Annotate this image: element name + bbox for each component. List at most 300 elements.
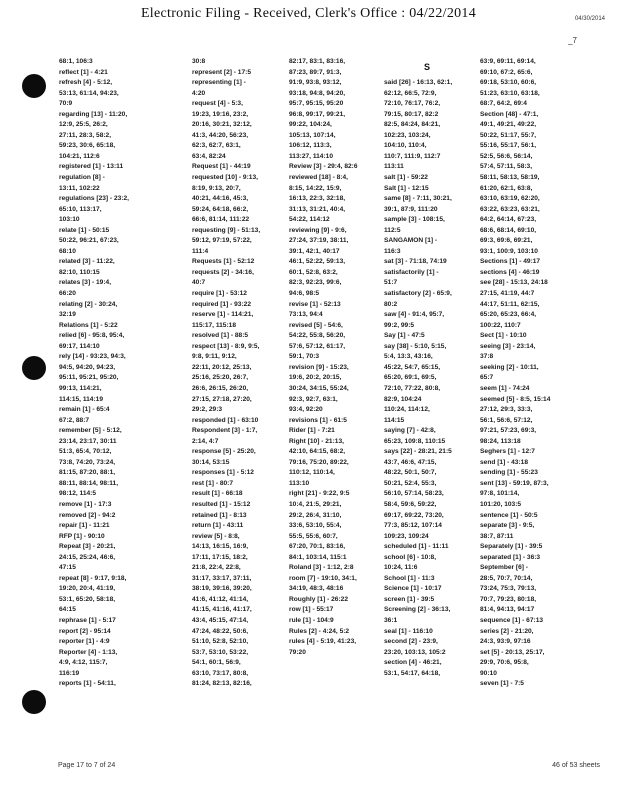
- index-entry: see [28] - 15:13, 24:18: [480, 279, 548, 287]
- index-entry: 27:11, 28:3, 58:2,: [59, 131, 112, 139]
- index-entry: 50:22, 51:17, 55:7,: [480, 131, 537, 139]
- index-entry: say [38] - 5:10, 5:15,: [384, 342, 447, 350]
- index-entry: 57:4, 57:11, 58:3,: [480, 163, 533, 171]
- index-entry: 114:15: [384, 416, 405, 424]
- index-entry: 20:16, 30:21, 32:12,: [192, 121, 252, 129]
- index-entry: 27:15, 41:19, 44:7: [480, 290, 535, 298]
- index-entry: 70:9: [59, 100, 73, 108]
- index-entry: 93:4, 92:20: [289, 406, 323, 414]
- index-entry: 53:1, 65:20, 58:18,: [59, 595, 116, 603]
- filing-stamp-header: Electronic Filing - Received, Clerk's Office : 04/22/2014: [140, 6, 477, 21]
- index-entry: 57:6, 57:12, 61:17,: [289, 342, 346, 350]
- index-entry: seemed [5] - 8:5, 15:14: [480, 395, 551, 403]
- index-entry: 116:3: [384, 247, 401, 255]
- index-entry: 64:15: [59, 606, 76, 614]
- index-entry: 68:1, 106:3: [59, 58, 93, 65]
- index-entry: sat [3] - 71:18, 74:19: [384, 258, 447, 266]
- index-entry: 77:3, 85:12, 107:14: [384, 522, 442, 530]
- index-entry: 68:6, 68:14, 69:10,: [480, 226, 537, 234]
- index-entry: 33:6, 53:10, 55:4,: [289, 522, 342, 530]
- index-entry: 67:20, 70:1, 83:16,: [289, 543, 346, 551]
- index-entry: 25:16, 25:20, 26:7,: [192, 374, 249, 382]
- index-entry: request [4] - 5:3,: [192, 100, 243, 108]
- index-entry: 55:5, 55:6, 60:7,: [289, 532, 338, 540]
- index-entry: responded [1] - 63:10: [192, 416, 259, 424]
- index-entry: 38:19, 39:16, 39:20,: [192, 585, 252, 593]
- index-entry: 111:4: [192, 247, 209, 255]
- index-entry: 30:14, 53:15: [192, 458, 230, 466]
- index-entry: 22:11, 20:12, 25:13,: [192, 363, 252, 371]
- index-entry: 13:11, 102:22: [59, 184, 100, 192]
- index-entry: 102:23, 103:24,: [384, 131, 431, 139]
- index-entry: salt [1] - 59:22: [384, 174, 428, 182]
- index-entry: result [1] - 66:18: [192, 490, 243, 498]
- index-entry: 29:2, 26:4, 31:10,: [289, 511, 342, 519]
- index-entry: 5:4, 13:3, 43:16,: [384, 353, 433, 361]
- index-entry: 59:24, 64:18, 66:2,: [192, 205, 249, 213]
- index-entry: sample [3] - 108:15,: [384, 216, 445, 224]
- index-entry: 73:8, 74:20, 73:24,: [59, 458, 116, 466]
- index-entry: send [1] - 43:18: [480, 458, 529, 466]
- index-entry: 14:13, 16:15, 16:9,: [192, 543, 249, 551]
- index-entry: requests [2] - 34:16,: [192, 268, 254, 276]
- index-entry: Repeat [3] - 20:21,: [59, 543, 116, 551]
- index-entry: reviewed [18] - 8:4,: [289, 174, 349, 182]
- index-entry: Separately [1] - 39:5: [480, 543, 543, 551]
- index-entry: 23:14, 23:17, 30:11: [59, 437, 117, 445]
- index-entry: revision [9] - 15:23,: [289, 363, 349, 371]
- index-entry: 51:10, 52:8, 52:10,: [192, 638, 249, 646]
- index-entry: 59:12, 97:19, 57:22,: [192, 237, 252, 245]
- index-entry: 82:3, 92:23, 99:6,: [289, 279, 342, 287]
- index-entry: 27:24, 37:19, 38:11,: [289, 237, 349, 245]
- index-entry: 59:23, 30:6, 65:18,: [59, 142, 116, 150]
- index-entry: 80:2: [384, 300, 398, 308]
- index-entry: [384, 57, 470, 68]
- index-entry: 99:22, 104:24,: [289, 121, 332, 129]
- index-entry: 41:3, 44:20, 56:23,: [192, 131, 249, 139]
- index-entry: 112:5: [384, 226, 401, 234]
- index-entry: remove [1] - 17:3: [59, 500, 112, 508]
- index-entry: 26:6, 26:15, 26:20,: [192, 384, 249, 392]
- index-entry: 65:20, 69:1, 69:5,: [384, 374, 437, 382]
- index-entry: 103:10: [59, 216, 80, 224]
- index-entry: rules [4] - 5:19, 41:23,: [289, 638, 357, 646]
- index-entry: 105:13, 107:14,: [289, 131, 336, 139]
- index-entry: 94:5, 94:20, 94:23,: [59, 363, 116, 371]
- index-entry: 72:10, 76:17, 76:2,: [384, 100, 441, 108]
- index-entry: 69:17, 114:10: [59, 342, 100, 350]
- index-entry: 73:13, 94:4: [289, 311, 323, 319]
- index-entry: Section [48] - 47:1,: [480, 110, 539, 118]
- index-entry: 93:1, 100:9, 103:10: [480, 247, 538, 255]
- punch-hole: [22, 74, 46, 98]
- index-entry: rephrase [1] - 5:17: [59, 616, 116, 624]
- index-entry: 53:13, 61:14, 94:23,: [59, 89, 119, 97]
- index-entry: 66:20: [59, 290, 76, 298]
- index-entry: 82:5, 84:24, 84:21,: [384, 121, 441, 129]
- index-column-4: [384, 57, 470, 757]
- index-entry: 79:16, 75:20, 89:22,: [289, 458, 349, 466]
- index-entry: says [22] - 28:21, 21:5: [384, 448, 452, 456]
- index-entry: satisfactorily [1] -: [384, 268, 439, 276]
- index-entry: 10:4, 21:5, 29:21,: [289, 500, 342, 508]
- index-entry: respect [13] - 8:9, 9:5,: [192, 342, 260, 350]
- index-entry: satisfactory [2] - 65:9,: [384, 290, 452, 298]
- index-entry: 4:20: [192, 89, 206, 97]
- index-entry: 69:17, 69:22, 73:20,: [384, 511, 444, 519]
- index-entry: set [5] - 20:13, 25:17,: [480, 648, 545, 656]
- index-column-1: [59, 57, 145, 757]
- index-entry: sent [13] - 59:19, 87:3,: [480, 479, 549, 487]
- index-entry: sending [1] - 55:23: [480, 469, 538, 477]
- index-entry: separate [3] - 9:5,: [480, 522, 535, 530]
- index-entry: 69:3, 69:6, 69:21,: [480, 237, 533, 245]
- index-entry: seem [1] - 74:24: [480, 384, 530, 392]
- index-entry: 51:7: [384, 279, 398, 287]
- index-entry: 97:21, 57:23, 69:3,: [480, 427, 537, 435]
- index-entry: 65:7: [480, 374, 494, 382]
- index-entry: 39:1, 42:1, 40:17: [289, 247, 340, 255]
- index-entry: relied [6] - 95:8, 95:4,: [59, 332, 125, 340]
- index-entry: response [5] - 25:20,: [192, 448, 256, 456]
- index-entry: Rider [1] - 7:21: [289, 427, 335, 435]
- index-entry: 54:1, 60:1, 56:9,: [192, 659, 241, 667]
- index-entry: Requests [1] - 52:12: [192, 258, 255, 266]
- index-column-2: [192, 57, 278, 757]
- index-entry: 73:24, 75:3, 79:13,: [480, 585, 537, 593]
- index-entry: 90:10: [480, 669, 497, 677]
- index-entry: 69:10, 67:2, 65:6,: [480, 68, 533, 76]
- index-entry: 44:17, 51:11, 62:15,: [480, 300, 540, 308]
- index-entry: repeat [8] - 9:17, 9:18,: [59, 574, 127, 582]
- index-entry: 99:2, 99:5: [384, 321, 415, 329]
- index-entry: 95:11, 95:21, 95:20,: [59, 374, 119, 382]
- index-entry: review [5] - 8:8,: [192, 532, 240, 540]
- index-entry: represent [2] - 17:5: [192, 68, 251, 76]
- index-entry: 43:4, 45:15, 47:14,: [192, 616, 249, 624]
- index-entry: 19:6, 20:2, 20:15,: [289, 374, 342, 382]
- index-entry: 67:2, 88:7: [59, 416, 90, 424]
- index-entry: 68:10: [59, 247, 76, 255]
- index-entry: 79:20: [289, 648, 306, 656]
- index-entry: seal [1] - 116:10: [384, 627, 433, 635]
- index-entry: 63:22, 63:23, 63:21,: [480, 205, 540, 213]
- index-entry: relate [1] - 50:15: [59, 226, 110, 234]
- index-entry: 84:1, 103:14, 115:1: [289, 553, 347, 561]
- index-entry: Sect [1] - 10:10: [480, 332, 527, 340]
- index-entry: 98:24, 113:18: [480, 437, 521, 445]
- index-entry: 70:7, 79:23, 80:18,: [480, 595, 537, 603]
- index-entry: rest [1] - 80:7: [192, 479, 234, 487]
- index-entry: reviewing [9] - 9:6,: [289, 226, 347, 234]
- index-entry: rely [14] - 93:23, 94:3,: [59, 353, 126, 361]
- index-entry: 53:1, 54:17, 64:18,: [384, 669, 441, 677]
- index-entry: 62:12, 66:5, 72:9,: [384, 89, 437, 97]
- punch-hole: [22, 690, 46, 714]
- index-entry: Rules [2] - 4:24, 5:2: [289, 627, 350, 635]
- index-entry: 41:6, 41:12, 41:14,: [192, 595, 249, 603]
- index-entry: 56:1, 56:6, 57:12,: [480, 416, 533, 424]
- index-entry: 59:1, 70:3: [289, 353, 320, 361]
- index-entry: September [6] -: [480, 564, 528, 572]
- index-entry: 28:5, 70:7, 70:14,: [480, 574, 533, 582]
- index-entry: 30:24, 34:15, 55:24,: [289, 384, 349, 392]
- index-entry: Right [10] - 21:13,: [289, 437, 344, 445]
- index-entry: 37:8: [480, 353, 494, 361]
- index-entry: 58:4, 59:6, 59:22,: [384, 500, 437, 508]
- index-entry: 21:8, 22:4, 22:8,: [192, 564, 241, 572]
- index-entry: sections [4] - 46:19: [480, 268, 540, 276]
- index-entry: 40:7: [192, 279, 206, 287]
- index-entry: 101:20, 103:5: [480, 500, 522, 508]
- index-entry: 97:8, 101:14,: [480, 490, 520, 498]
- index-entry: 19:20, 20:4, 41:19,: [59, 585, 116, 593]
- index-entry: 29:9, 70:6, 95:8,: [480, 659, 529, 667]
- index-entry: 66:6, 81:14, 111:22: [192, 216, 250, 224]
- index-entry: Reporter [4] - 1:13,: [59, 648, 118, 656]
- index-entry: series [2] - 21:20,: [480, 627, 534, 635]
- index-entry: requesting [9] - 51:13,: [192, 226, 261, 234]
- index-entry: regulations [23] - 23:2,: [59, 195, 129, 203]
- index-entry: room [7] - 19:10, 34:1,: [289, 574, 357, 582]
- index-entry: 36:1: [384, 616, 398, 624]
- index-entry: Say [1] - 47:5: [384, 332, 425, 340]
- index-entry: 48:22, 50:1, 50:7,: [384, 469, 437, 477]
- index-entry: 81:24, 82:13, 82:16,: [192, 680, 252, 688]
- index-entry: 42:10, 64:15, 68:2,: [289, 448, 346, 456]
- index-entry: Seghers [1] - 12:7: [480, 448, 535, 456]
- index-entry: 30:8: [192, 58, 206, 65]
- index-entry: 69:18, 53:10, 60:6,: [480, 79, 537, 87]
- sheet-count-footer: 46 of 53 sheets: [552, 762, 600, 769]
- index-entry: sentence [1] - 50:5: [480, 511, 538, 519]
- index-entry: 114:15, 114:19: [59, 395, 103, 403]
- index-entry: regulation [8] -: [59, 174, 105, 182]
- index-entry: 109:23, 109:24: [384, 532, 429, 540]
- index-entry: 52:5, 56:6, 56:14,: [480, 152, 533, 160]
- index-entry: revisions [1] - 61:5: [289, 416, 347, 424]
- index-entry: 38:7, 87:11: [480, 532, 514, 540]
- index-entry: School [1] - 11:3: [384, 574, 435, 582]
- index-entry: retained [1] - 8:13: [192, 511, 247, 519]
- index-entry: Roland [3] - 1:12, 2:8: [289, 564, 354, 572]
- index-entry: 27:15, 27:18, 27:20,: [192, 395, 252, 403]
- fax-date: 04/30/2014: [574, 16, 605, 22]
- index-entry: 9:8, 9:11, 9:12,: [192, 353, 237, 361]
- index-entry: 63:4, 82:24: [192, 152, 226, 160]
- index-entry: regarding [13] - 11:20,: [59, 110, 128, 118]
- index-entry: 113:11: [384, 163, 404, 171]
- index-entry: saying [7] - 42:8,: [384, 427, 436, 435]
- index-entry: Respondent [3] - 1:7,: [192, 427, 258, 435]
- index-entry: 58:11, 58:13, 58:19,: [480, 174, 540, 182]
- index-entry: 55:16, 55:17, 56:1,: [480, 142, 537, 150]
- index-entry: repair [1] - 11:21: [59, 522, 110, 530]
- index-entry: seven [1] - 7:5: [480, 680, 524, 688]
- index-entry: separated [1] - 36:3: [480, 553, 541, 561]
- index-entry: 34:19, 48:3, 48:16: [289, 585, 344, 593]
- index-entry: reflect [1] - 4:21: [59, 68, 108, 76]
- index-entry: representing [1] -: [192, 79, 246, 87]
- index-entry: saw [4] - 91:4, 95:7,: [384, 311, 445, 319]
- index-entry: scheduled [1] - 11:11: [384, 543, 449, 551]
- index-entry: reporter [1] - 4:9: [59, 638, 110, 646]
- page-range-footer: Page 17 to 7 of 24: [58, 762, 116, 769]
- index-entry: 113:10: [289, 479, 310, 487]
- index-entry: 31:13, 31:21, 40:4,: [289, 205, 346, 213]
- index-entry: 65:10, 113:17,: [59, 205, 102, 213]
- index-entry: screen [1] - 39:5: [384, 595, 435, 603]
- index-entry: 110:12, 110:14,: [289, 469, 335, 477]
- index-entry: 82:10, 110:15: [59, 268, 100, 276]
- index-entry: 99:13, 114:21,: [59, 384, 102, 392]
- index-entry: 49:1, 49:21, 49:22,: [480, 121, 537, 129]
- index-entry: right [21] - 9:22, 9:5: [289, 490, 350, 498]
- index-entry: report [2] - 95:14: [59, 627, 111, 635]
- index-entry: 68:7, 64:2, 69:4: [480, 100, 527, 108]
- index-entry: 54:22, 55:8, 56:20,: [289, 332, 346, 340]
- index-entry: resulted [1] - 15:12: [192, 500, 251, 508]
- index-entry: 61:20, 62:1, 63:8,: [480, 184, 533, 192]
- index-entry: 19:23, 19:16, 23:2,: [192, 110, 249, 118]
- index-entry: requested [10] - 9:13,: [192, 174, 258, 182]
- index-entry: 87:23, 89:7, 91:3,: [289, 68, 342, 76]
- index-entry: seeking [2] - 10:11,: [480, 363, 539, 371]
- section-letter: S: [424, 62, 431, 72]
- index-entry: 17:11, 17:15, 18:2,: [192, 553, 248, 561]
- index-entry: 79:15, 80:17, 82:2: [384, 110, 439, 118]
- index-entry: 16:13, 22:3, 32:18,: [289, 195, 346, 203]
- index-entry: 98:12, 114:5: [59, 490, 97, 498]
- index-entry: 31:17, 33:17, 37:11,: [192, 574, 252, 582]
- index-entry: Sections [1] - 49:17: [480, 258, 541, 266]
- index-entry: 40:21, 44:16, 45:3,: [192, 195, 249, 203]
- index-entry: 43:7, 46:6, 47:15,: [384, 458, 437, 466]
- index-entry: 92:3, 92:7, 63:1,: [289, 395, 338, 403]
- index-entry: relates [3] - 19:4,: [59, 279, 112, 287]
- index-entry: related [3] - 11:22,: [59, 258, 115, 266]
- index-entry: Screening [2] - 36:13,: [384, 606, 451, 614]
- index-entry: 51:3, 65:4, 70:12,: [59, 448, 112, 456]
- index-entry: 64:2, 64:14, 67:23,: [480, 216, 537, 224]
- index-entry: revised [5] - 54:6,: [289, 321, 343, 329]
- index-entry: row [1] - 55:17: [289, 606, 334, 614]
- index-entry: Request [1] - 44:19: [192, 163, 251, 171]
- index-entry: 46:1, 52:22, 59:13,: [289, 258, 346, 266]
- index-entry: responses [1] - 5:12: [192, 469, 254, 477]
- index-entry: 12:9, 25:5, 26:2,: [59, 121, 108, 129]
- index-entry: Salt [1] - 12:15: [384, 184, 429, 192]
- index-entry: 110:24, 114:12,: [384, 406, 430, 414]
- index-entry: 56:10, 57:14, 58:23,: [384, 490, 444, 498]
- index-entry: resolved [1] - 88:5: [192, 332, 249, 340]
- index-entry: 113:27, 114:10: [289, 152, 333, 160]
- index-entry: 81:4, 94:13, 94:17: [480, 606, 535, 614]
- index-entry: remember [5] - 5:12,: [59, 427, 122, 435]
- index-entry: 39:1, 87:9, 111:20: [384, 205, 438, 213]
- index-entry: section [4] - 46:21,: [384, 659, 442, 667]
- index-entry: same [8] - 7:11, 30:21,: [384, 195, 452, 203]
- index-entry: 29:2, 29:3: [192, 406, 223, 414]
- index-entry: 10:24, 11:6: [384, 564, 418, 572]
- index-entry: 110:7, 111:9, 112:7: [384, 152, 441, 160]
- index-column-5: [480, 57, 566, 757]
- index-entry: SANGAMON [1] -: [384, 237, 438, 245]
- index-column-3: [289, 57, 375, 757]
- index-entry: 65:23, 109:8, 110:15: [384, 437, 446, 445]
- index-entry: 27:12, 29:3, 33:3,: [480, 406, 533, 414]
- index-entry: 41:15, 41:16, 41:17,: [192, 606, 252, 614]
- index-entry: 82:17, 83:1, 83:16,: [289, 58, 346, 65]
- index-entry: 91:9, 93:8, 93:12,: [289, 79, 342, 87]
- index-entry: 53:7, 53:10, 53:22,: [192, 648, 249, 656]
- index-entry: registered [1] - 13:11: [59, 163, 124, 171]
- index-entry: 8:15, 14:22, 15:9,: [289, 184, 342, 192]
- index-entry: Relations [1] - 5:22: [59, 321, 118, 329]
- index-entry: 24:3, 93:9, 97:16: [480, 638, 531, 646]
- index-entry: 106:12, 113:3,: [289, 142, 332, 150]
- index-entry: require [1] - 53:12: [192, 290, 247, 298]
- index-entry: 63:10, 63:19, 62:20,: [480, 195, 540, 203]
- index-entry: 60:1, 52:8, 63:2,: [289, 268, 338, 276]
- punch-hole: [22, 356, 46, 380]
- page-mark: _7: [568, 36, 577, 45]
- index-entry: 104:21, 112:6: [59, 152, 100, 160]
- index-entry: RFP [1] - 90:10: [59, 532, 105, 540]
- index-entry: 72:10, 77:22, 80:8,: [384, 384, 441, 392]
- index-entry: 45:22, 54:7, 65:15,: [384, 363, 441, 371]
- index-entry: school [6] - 10:8,: [384, 553, 437, 561]
- index-entry: removed [2] - 94:2: [59, 511, 116, 519]
- index-entry: seeing [3] - 23:14,: [480, 342, 536, 350]
- index-entry: reserve [1] - 114:21,: [192, 311, 254, 319]
- index-entry: 23:20, 103:13, 105:2: [384, 648, 446, 656]
- index-entry: 95:7, 95:15, 95:20: [289, 100, 344, 108]
- index-entry: reports [1] - 54:11,: [59, 680, 116, 688]
- index-entry: 63:9, 69:11, 69:14,: [480, 58, 536, 65]
- index-entry: 93:18, 94:8, 94:20,: [289, 89, 346, 97]
- index-entry: 47:15: [59, 564, 76, 572]
- index-entry: said [26] - 16:13, 62:1,: [384, 79, 453, 87]
- index-entry: 47:24, 48:22, 50:6,: [192, 627, 249, 635]
- index-entry: 94:6, 98:5: [289, 290, 320, 298]
- index-entry: 51:23, 63:10, 63:18,: [480, 89, 540, 97]
- index-entry: 96:8, 99:17, 99:21,: [289, 110, 346, 118]
- index-entry: return [1] - 43:11: [192, 522, 244, 530]
- index-entry: 62:3, 62:7, 63:1,: [192, 142, 241, 150]
- index-entry: 2:14, 4:7: [192, 437, 219, 445]
- index-entry: 8:19, 9:13, 20:7,: [192, 184, 241, 192]
- index-entry: revise [1] - 52:13: [289, 300, 341, 308]
- index-entry: 63:10, 73:17, 80:8,: [192, 669, 249, 677]
- index-entry: remain [1] - 65:4: [59, 406, 110, 414]
- index-entry: Roughly [1] - 26:22: [289, 595, 348, 603]
- index-entry: refresh [4] - 5:12,: [59, 79, 113, 87]
- index-entry: 116:19: [59, 669, 80, 677]
- index-entry: relating [2] - 30:24,: [59, 300, 118, 308]
- index-entry: 104:10, 110:4,: [384, 142, 427, 150]
- index-entry: 32:19: [59, 311, 76, 319]
- index-entry: 54:22, 114:12: [289, 216, 330, 224]
- index-entry: sequence [1] - 67:13: [480, 616, 544, 624]
- index-entry: 82:9, 104:24: [384, 395, 422, 403]
- index-entry: required [1] - 93:22: [192, 300, 251, 308]
- index-entry: second [2] - 23:9,: [384, 638, 438, 646]
- index-entry: [384, 68, 470, 79]
- index-entry: 50:21, 52:4, 55:3,: [384, 479, 437, 487]
- index-entry: 65:20, 65:23, 66:4,: [480, 311, 537, 319]
